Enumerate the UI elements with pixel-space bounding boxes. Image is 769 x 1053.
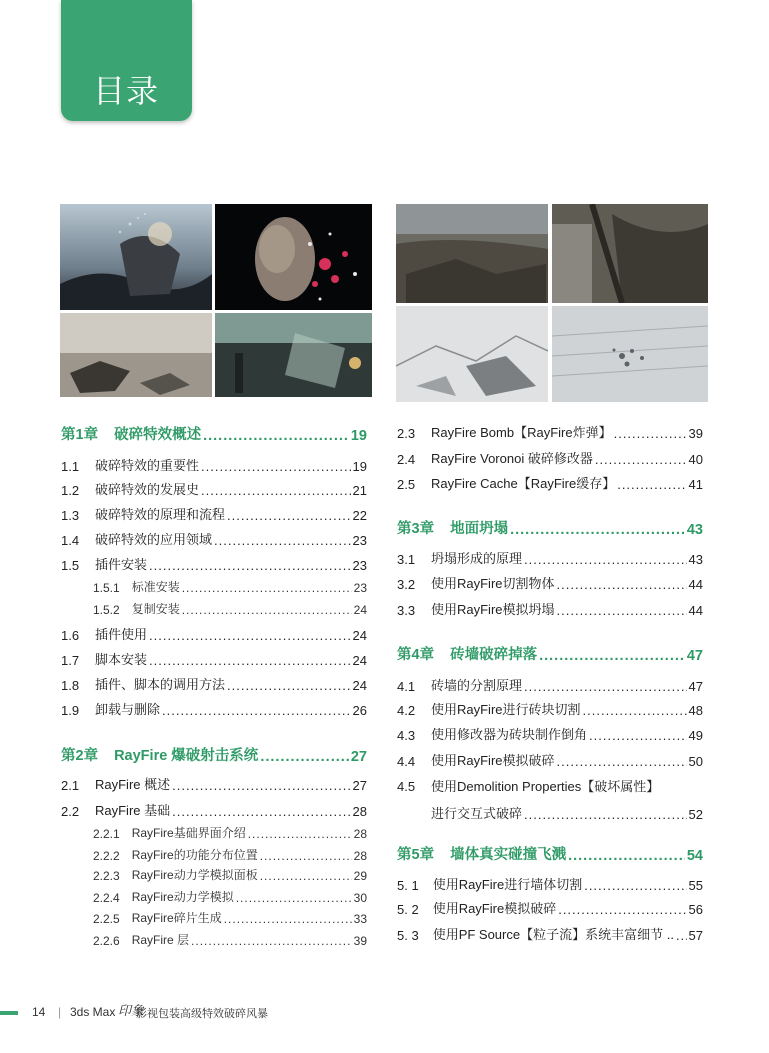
toc-page-number: 28 bbox=[353, 827, 367, 841]
toc-page-number: 24 bbox=[352, 628, 367, 643]
toc-page-number: 52 bbox=[688, 807, 703, 822]
toc-section-row bbox=[397, 724, 703, 743]
toc-number: 4.4 bbox=[397, 754, 416, 769]
toc-leader-dots bbox=[182, 603, 352, 617]
toc-leader-dots bbox=[149, 558, 351, 573]
toc-leader-dots bbox=[172, 778, 350, 793]
toc-leader-dots bbox=[524, 679, 687, 694]
toc-entry-title: RayFire 概述 bbox=[95, 777, 171, 792]
toc-section-row bbox=[61, 479, 367, 498]
toc-subsection-row bbox=[93, 931, 367, 948]
photo-collapsed-city bbox=[396, 204, 548, 303]
toc-page-number: 33 bbox=[353, 912, 367, 926]
toc-number: 1.5 bbox=[61, 558, 80, 573]
toc-number: 1.6 bbox=[61, 628, 80, 643]
toc-number: 1.3 bbox=[61, 508, 80, 523]
photo-brick-wall-render bbox=[552, 306, 708, 402]
toc-section-row bbox=[397, 750, 703, 769]
toc-entry-title: 砖墙破碎掉落 bbox=[450, 647, 538, 663]
toc-page-number: 30 bbox=[353, 891, 367, 905]
toc-section-row bbox=[397, 473, 703, 492]
toc-leader-dots bbox=[162, 703, 351, 718]
toc-chapter-row bbox=[397, 517, 703, 538]
toc-entry-title: RayFire 层 bbox=[131, 933, 190, 947]
toc-entry-title: 墙体真实碰撞飞溅 bbox=[450, 847, 567, 863]
footer-book-title: 影视包装高级特效破碎风暴 bbox=[136, 1008, 268, 1020]
toc-number: 4.2 bbox=[397, 703, 416, 718]
toc-number: 2.2.2 bbox=[93, 849, 120, 863]
toc-section-row bbox=[61, 674, 367, 693]
toc-entry-title: RayFire Bomb【RayFire炸弹】 bbox=[431, 425, 612, 440]
toc-page-number: 43 bbox=[688, 552, 703, 567]
toc-entry-title: 破碎特效的重要性 bbox=[95, 458, 200, 473]
toc-entry-title: 插件安装 bbox=[95, 557, 148, 572]
toc-entry-title: 破碎特效的原理和流程 bbox=[95, 507, 226, 522]
toc-leader-dots bbox=[260, 869, 352, 883]
toc-leader-dots bbox=[227, 678, 351, 693]
toc-number: 4.1 bbox=[397, 679, 416, 694]
toc-page-number: 47 bbox=[686, 648, 703, 664]
toc-entry-title: 地面坍塌 bbox=[450, 521, 509, 537]
toc-page-number: 24 bbox=[352, 678, 367, 693]
toc-page-number: 40 bbox=[688, 452, 703, 467]
toc-section-row bbox=[397, 699, 703, 718]
toc-number: 2.2.4 bbox=[93, 891, 120, 905]
toc-page-number: 19 bbox=[352, 459, 367, 474]
photo-cracked-ground-render bbox=[396, 306, 548, 402]
toc-leader-dots bbox=[201, 459, 351, 474]
toc-entry-title: RayFire 基础 bbox=[95, 803, 171, 818]
toc-chapter-row bbox=[397, 643, 703, 664]
toc-leader-dots bbox=[676, 928, 687, 943]
toc-leader-dots bbox=[203, 428, 349, 444]
toc-section-row bbox=[397, 599, 703, 618]
toc-entry-title-continued: 进行交互式破碎 bbox=[431, 806, 523, 821]
toc-number: 2.2 bbox=[61, 804, 80, 819]
toc-number: 2.4 bbox=[397, 452, 416, 467]
toc-subsection-row bbox=[93, 578, 367, 595]
toc-leader-dots bbox=[510, 522, 685, 538]
toc-number: 4.3 bbox=[397, 728, 416, 743]
toc-number: 1.7 bbox=[61, 653, 80, 668]
toc-leader-dots bbox=[260, 749, 349, 765]
toc-leader-dots bbox=[524, 552, 687, 567]
toc-entry-title: RayFire基础界面介绍 bbox=[131, 826, 246, 840]
toc-leader-dots bbox=[583, 703, 687, 718]
toc-page-number: 26 bbox=[352, 703, 367, 718]
toc-section-row bbox=[397, 924, 703, 943]
toc-entry-title: 使用RayFire切割物体 bbox=[431, 576, 555, 591]
toc-entry-title: RayFire 爆破射击系统 bbox=[114, 748, 259, 764]
footer-page-number: 14 bbox=[32, 1005, 46, 1019]
toc-section-row bbox=[397, 874, 703, 893]
toc-section-row-multiline bbox=[397, 776, 703, 822]
toc-leader-dots bbox=[236, 891, 352, 905]
toc-page-number: 55 bbox=[688, 878, 703, 893]
toc-page-number: 56 bbox=[688, 902, 703, 917]
toc-page-number: 44 bbox=[688, 603, 703, 618]
toc-leader-dots bbox=[617, 477, 686, 492]
toc-entry-title: 破碎特效概述 bbox=[114, 427, 202, 443]
toc-number: 第4章 bbox=[397, 647, 435, 663]
toc-entry-title: 破碎特效的应用领域 bbox=[95, 532, 213, 547]
toc-number: 2.1 bbox=[61, 778, 80, 793]
toc-number: 3.1 bbox=[397, 552, 416, 567]
toc-entry-title: 使用RayFire进行砖块切割 bbox=[431, 702, 581, 717]
toc-page-number: 27 bbox=[352, 778, 367, 793]
photo-dissolving-figure bbox=[60, 204, 212, 310]
toc-entry-title: RayFire动力学模拟面板 bbox=[131, 868, 258, 882]
toc-page-number: 28 bbox=[353, 849, 367, 863]
toc-page-number: 43 bbox=[686, 522, 703, 538]
toc-subsection-row bbox=[93, 846, 367, 863]
photo-glass-balcony bbox=[215, 313, 372, 397]
toc-leader-dots bbox=[182, 581, 352, 595]
toc-number: 3.3 bbox=[397, 603, 416, 618]
page-title: 目录 bbox=[93, 72, 160, 110]
photo-ground-collapse-aerial bbox=[552, 204, 708, 303]
toc-number: 2.5 bbox=[397, 477, 416, 492]
toc-number: 第5章 bbox=[397, 847, 435, 863]
toc-number: 1.9 bbox=[61, 703, 80, 718]
toc-subsection-row bbox=[93, 888, 367, 905]
toc-entry-title: 坍塌形成的原理 bbox=[431, 551, 523, 566]
toc-leader-dots bbox=[191, 934, 352, 948]
toc-entry-title: 复制安装 bbox=[131, 602, 180, 616]
toc-leader-dots bbox=[214, 533, 351, 548]
toc-section-row bbox=[61, 455, 367, 474]
toc-section-row bbox=[397, 675, 703, 694]
photo-desert-debris bbox=[60, 313, 212, 397]
toc-leader-dots bbox=[557, 577, 687, 592]
toc-section-row bbox=[61, 774, 367, 793]
toc-page-number: 57 bbox=[688, 928, 703, 943]
toc-leader-dots bbox=[260, 849, 352, 863]
toc-leader-dots bbox=[172, 804, 350, 819]
toc-leader-dots bbox=[149, 628, 351, 643]
photo-shattering-face bbox=[215, 204, 372, 310]
toc-number: 1.1 bbox=[61, 459, 80, 474]
toc-entry-title: 使用Demolition Properties【破坏属性】 bbox=[431, 779, 660, 794]
toc-section-row bbox=[61, 624, 367, 643]
footer-divider: | bbox=[58, 1005, 62, 1019]
toc-entry-title: 卸载与删除 bbox=[95, 702, 161, 717]
toc-number: 第1章 bbox=[61, 427, 99, 443]
toc-leader-dots bbox=[201, 483, 351, 498]
toc-page-number: 47 bbox=[688, 679, 703, 694]
toc-entry-title: RayFire Voronoi 破碎修改器 bbox=[431, 451, 593, 466]
toc-entry-title: RayFire动力学模拟 bbox=[131, 890, 234, 904]
toc-section-row bbox=[397, 548, 703, 567]
toc-subsection-row bbox=[93, 909, 367, 926]
toc-entry-title: RayFire Cache【RayFire缓存】 bbox=[431, 476, 616, 491]
toc-page-number: 44 bbox=[688, 577, 703, 592]
toc-leader-dots bbox=[595, 452, 687, 467]
toc-page-number: 23 bbox=[352, 533, 367, 548]
toc-leader-dots bbox=[584, 878, 686, 893]
toc-number: 2.2.1 bbox=[93, 827, 120, 841]
toc-page-number: 39 bbox=[688, 426, 703, 441]
toc-entry-title: RayFire碎片生成 bbox=[131, 911, 222, 925]
toc-entry-title: 插件、脚本的调用方法 bbox=[95, 677, 226, 692]
toc-number: 2.2.5 bbox=[93, 912, 120, 926]
toc-page-number: 41 bbox=[688, 477, 703, 492]
toc-leader-dots bbox=[539, 648, 685, 664]
toc-leader-dots bbox=[557, 754, 687, 769]
toc-page-number: 21 bbox=[352, 483, 367, 498]
toc-entry-title: 使用RayFire模拟破碎 bbox=[431, 753, 555, 768]
toc-section-row bbox=[397, 898, 703, 917]
toc-page-number: 24 bbox=[353, 603, 367, 617]
toc-entry-title: 使用修改器为砖块制作倒角 bbox=[431, 727, 588, 742]
toc-number: 4.5 bbox=[397, 779, 416, 794]
toc-leader-dots bbox=[589, 728, 687, 743]
toc-number: 2.2.6 bbox=[93, 934, 120, 948]
toc-number: 第3章 bbox=[397, 521, 435, 537]
toc-section-row bbox=[397, 573, 703, 592]
toc-entry-title: 砖墙的分割原理 bbox=[431, 678, 523, 693]
footer-accent-bar bbox=[0, 1011, 18, 1015]
toc-leader-dots bbox=[227, 508, 351, 523]
toc-leader-dots bbox=[614, 426, 687, 441]
toc-entry-title: 使用PF Source【粒子流】系统丰富细节 .. bbox=[432, 927, 674, 942]
toc-page-number: 19 bbox=[350, 428, 367, 444]
toc-number: 5. 1 bbox=[397, 878, 419, 893]
toc-leader-dots bbox=[557, 603, 687, 618]
toc-subsection-row bbox=[93, 866, 367, 883]
toc-number: 1.5.2 bbox=[93, 603, 120, 617]
toc-section-row bbox=[61, 504, 367, 523]
toc-leader-dots bbox=[568, 848, 685, 864]
toc-page-number: 39 bbox=[353, 934, 367, 948]
toc-leader-dots bbox=[149, 653, 351, 668]
toc-leader-dots bbox=[248, 827, 352, 841]
toc-page-number: 29 bbox=[353, 869, 367, 883]
toc-subsection-row bbox=[93, 824, 367, 841]
toc-entry-title: 插件使用 bbox=[95, 627, 148, 642]
toc-page-number: 27 bbox=[350, 749, 367, 765]
toc-page-number: 22 bbox=[352, 508, 367, 523]
toc-number: 1.4 bbox=[61, 533, 80, 548]
toc-entry-title: 脚本安装 bbox=[95, 652, 148, 667]
toc-entry-title: 使用RayFire进行墙体切割 bbox=[432, 877, 583, 892]
toc-number: 第2章 bbox=[61, 748, 99, 764]
toc-entry-title: 标准安装 bbox=[131, 580, 180, 594]
toc-entry-title: RayFire的功能分布位置 bbox=[131, 848, 258, 862]
toc-number: 1.8 bbox=[61, 678, 80, 693]
toc-leader-dots bbox=[558, 902, 686, 917]
toc-number: 3.2 bbox=[397, 577, 416, 592]
toc-number: 1.5.1 bbox=[93, 581, 120, 595]
toc-number: 1.2 bbox=[61, 483, 80, 498]
toc-number: 2.2.3 bbox=[93, 869, 120, 883]
toc-leader-dots bbox=[224, 912, 352, 926]
toc-number: 2.3 bbox=[397, 426, 416, 441]
toc-entry-title: 使用RayFire模拟破碎 bbox=[432, 901, 557, 916]
toc-number: 5. 3 bbox=[397, 928, 419, 943]
toc-number: 5. 2 bbox=[397, 902, 419, 917]
toc-chapter-row bbox=[397, 843, 703, 864]
toc-chapter-row bbox=[61, 744, 367, 765]
toc-section-row bbox=[61, 529, 367, 548]
toc-page-number: 24 bbox=[352, 653, 367, 668]
toc-entry-title: 破碎特效的发展史 bbox=[95, 482, 200, 497]
toc-leader-dots bbox=[524, 807, 687, 822]
toc-section-row bbox=[61, 649, 367, 668]
toc-section-row bbox=[61, 554, 367, 573]
toc-page-number: 23 bbox=[352, 558, 367, 573]
toc-chapter-row bbox=[61, 423, 367, 444]
footer-brand-mark: 印象 bbox=[118, 1004, 145, 1019]
toc-title-tab bbox=[61, 0, 192, 121]
toc-section-row bbox=[61, 800, 367, 819]
toc-section-row bbox=[397, 422, 703, 441]
toc-entry-title: 使用RayFire模拟坍塌 bbox=[431, 602, 555, 617]
toc-section-row bbox=[397, 448, 703, 467]
toc-subsection-row bbox=[93, 600, 367, 617]
toc-page-number: 54 bbox=[686, 848, 703, 864]
toc-page-number: 50 bbox=[688, 754, 703, 769]
toc-page-number: 49 bbox=[688, 728, 703, 743]
footer-book-prefix: 3ds Max bbox=[70, 1005, 116, 1019]
toc-page-number: 23 bbox=[353, 581, 367, 595]
toc-page-number: 28 bbox=[352, 804, 367, 819]
toc-section-row bbox=[61, 699, 367, 718]
toc-page-number: 48 bbox=[688, 703, 703, 718]
